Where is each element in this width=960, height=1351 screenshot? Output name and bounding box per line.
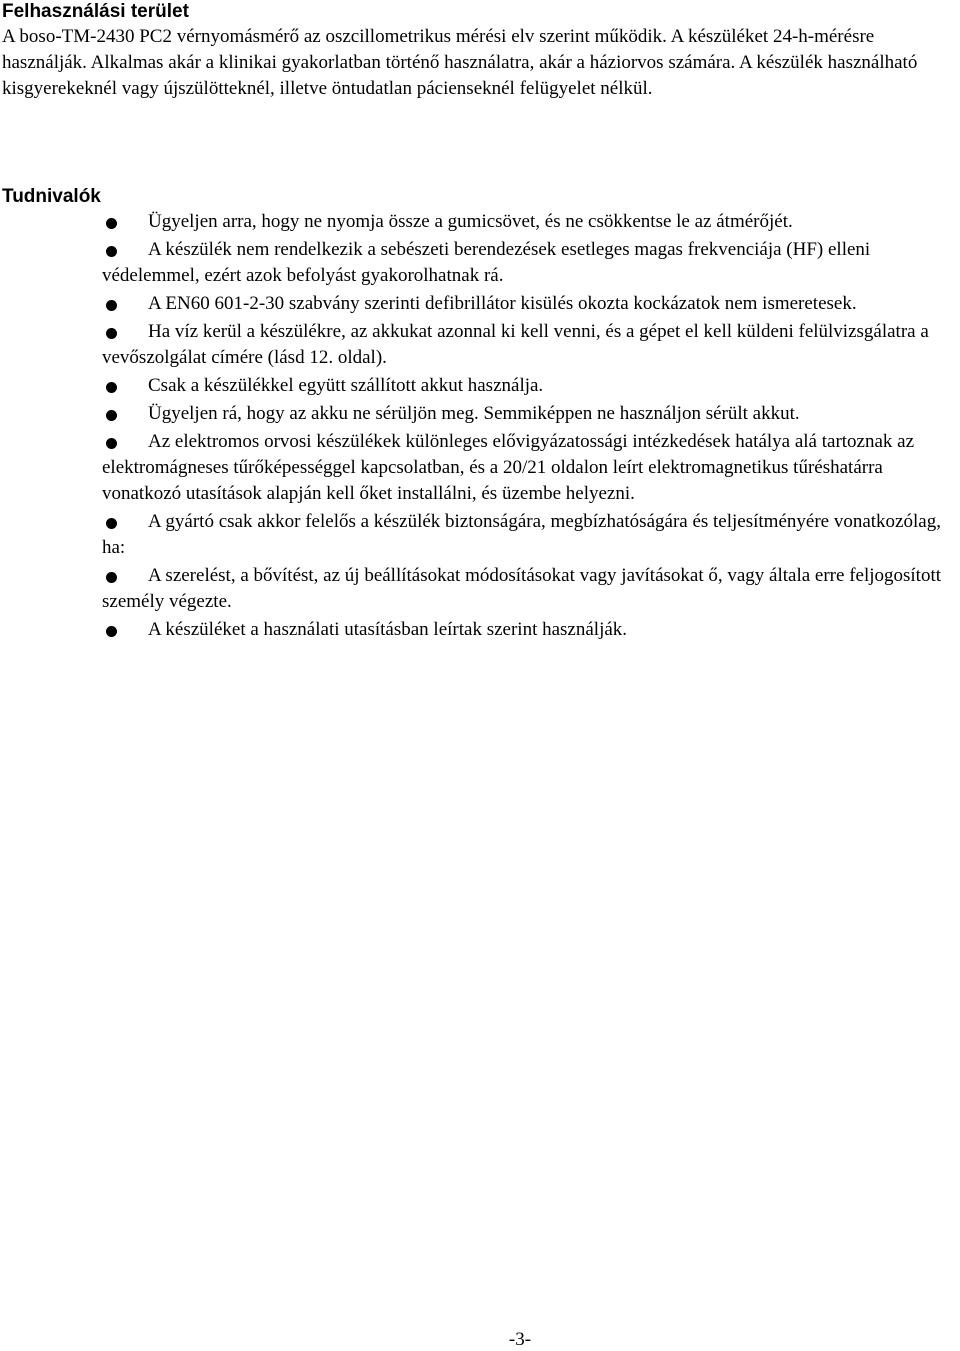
list-item-text: Ügyeljen rá, hogy az akku ne sérüljön meg. Semmiképpen ne használjon sérült akkut. (148, 403, 800, 424)
list-item-text: A készüléket a használati utasításban leírtak szerint használják. (148, 619, 628, 640)
list-item-text: Ha víz kerül a készülékre, az akkukat azonnal ki kell venni, és a gépet el kell küldeni felülvizsgálatra a vevőszolgálat címére (lásd 12. oldal). (102, 321, 929, 368)
section-heading-notes: Tudnivalók (2, 186, 101, 207)
page-number: -3- (508, 1329, 532, 1350)
notes-list (0, 209, 958, 645)
bullet-icon (106, 246, 117, 257)
list-item-text: Ügyeljen arra, hogy ne nyomja össze a gumicsövet, és ne csökkentse le az átmérőjét. (148, 211, 793, 232)
list-item-text: A készülék nem rendelkezik a sebészeti berendezések esetleges magas frekvenciája (HF) elleni védelemmel, ezért azok befolyást gyakorolhatnak rá. (102, 239, 871, 286)
list-item (0, 563, 958, 615)
bullet-icon (106, 626, 117, 637)
list-item-text: Az elektromos orvosi készülékek különleges elővigyázatossági intézkedések hatálya alá tartoznak az elektromágneses tűrőképességgel kapcsolatban, és a 20/21 oldalon leírt elektromagnetikus tűréshatárra vonatkozó utasítások alapján kell őket installálni, és üzembe helyezni. (102, 431, 915, 504)
bullet-icon (106, 438, 117, 449)
bullet-icon (106, 518, 117, 529)
list-item (0, 291, 958, 317)
section-heading-usage: Felhasználási terület (2, 1, 189, 22)
list-item-text: A EN60 601-2-30 szabvány szerinti defibrillátor kisülés okozta kockázatok nem ismeretesek. (148, 293, 857, 314)
usage-paragraph: A boso-TM-2430 PC2 vérnyomásmérő az oszcillometrikus mérési elv szerint működik. A készüléket 24-h-mérésre használják. Alkalmas akár a klinikai gyakorlatban történő használatra, akár a háziorvos számára. A készülék használható kisgyerekeknél vagy újszülötteknél, illetve öntudatlan pácienseknél felügyelet nélkül. (2, 26, 918, 99)
list-item-text: A szerelést, a bővítést, az új beállításokat módosításokat vagy javításokat ő, vagy általa erre feljogosított személy végezte. (102, 565, 942, 612)
bullet-icon (106, 410, 117, 421)
bullet-icon (106, 572, 117, 583)
bullet-icon (106, 328, 117, 339)
list-item (0, 373, 958, 399)
list-item (0, 319, 958, 371)
bullet-icon (106, 218, 117, 229)
list-item (0, 509, 958, 561)
bullet-icon (106, 300, 117, 311)
list-item-text: A gyártó csak akkor felelős a készülék biztonságára, megbízhatóságára és teljesítményére vonatkozólag, ha: (102, 511, 941, 558)
list-item (0, 237, 958, 289)
bullet-icon (106, 382, 117, 393)
list-item (0, 209, 958, 235)
list-item (0, 401, 958, 427)
list-item (0, 429, 958, 507)
list-item (0, 617, 958, 643)
list-item-text: Csak a készülékkel együtt szállított akkut használja. (148, 375, 544, 396)
